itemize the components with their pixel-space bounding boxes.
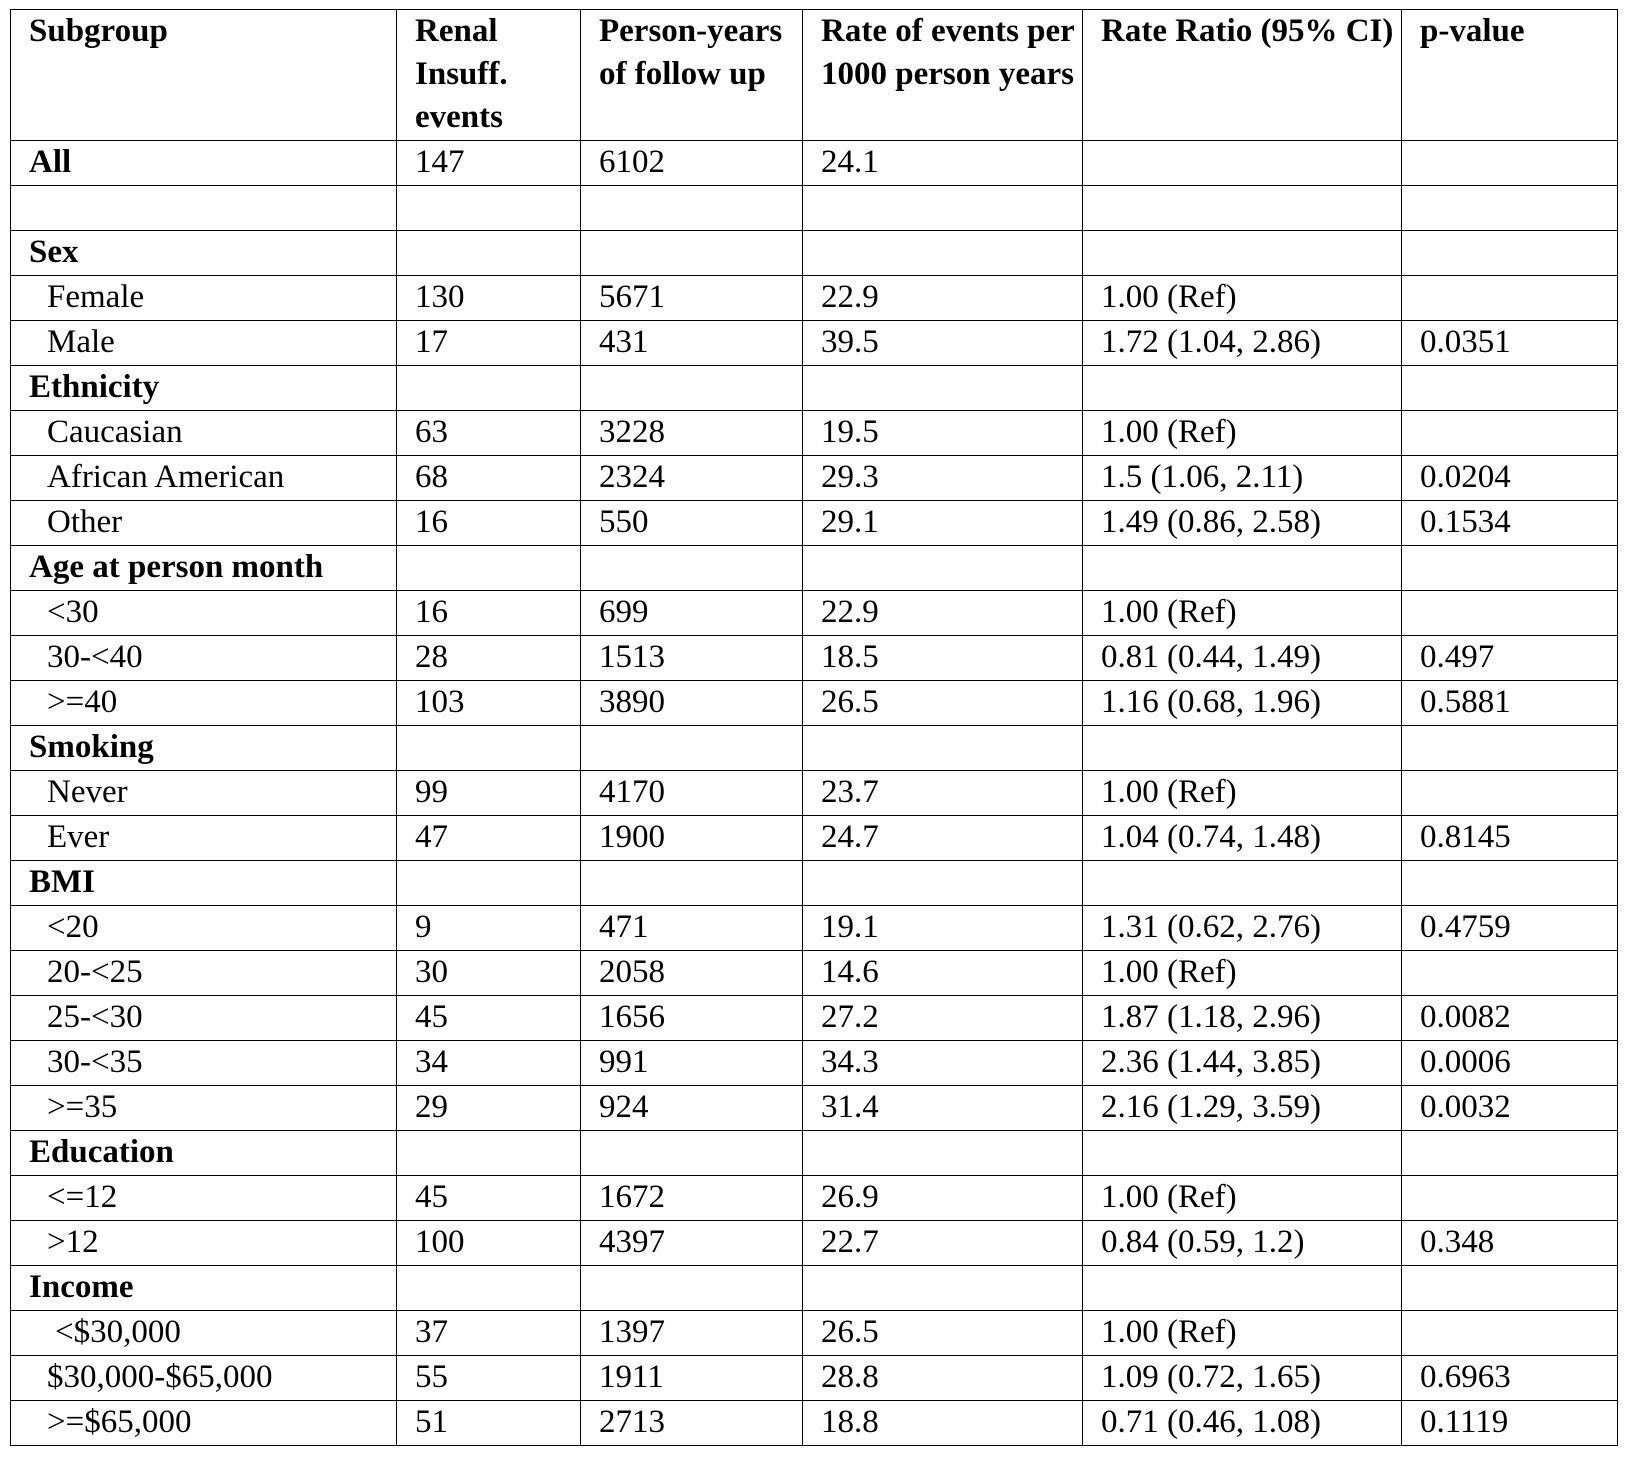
cell-rate: 26.5 [803,681,1083,726]
cell-events [397,1131,581,1176]
cell-p-value: 0.1119 [1402,1401,1618,1446]
cell-rate [803,861,1083,906]
cell-rate-ratio: 1.00 (Ref) [1083,1176,1402,1221]
cell-rate-ratio [1083,186,1402,231]
table-row [11,636,1618,681]
cell-rate [803,546,1083,591]
cell-rate-ratio: 0.71 (0.46, 1.08) [1083,1401,1402,1446]
cell-rate: 14.6 [803,951,1083,996]
cell-rate: 23.7 [803,771,1083,816]
cell-events: 103 [397,681,581,726]
cell-subgroup: All [11,141,397,186]
cell-rate-ratio: 1.00 (Ref) [1083,591,1402,636]
table-row [11,1131,1618,1176]
cell-subgroup: 20-<25 [11,951,397,996]
table-row [11,861,1618,906]
cell-rate-ratio: 1.49 (0.86, 2.58) [1083,501,1402,546]
cell-subgroup: Other [11,501,397,546]
table-row [11,321,1618,366]
cell-rate-ratio: 1.09 (0.72, 1.65) [1083,1356,1402,1401]
header-subgroup: Subgroup [11,10,397,141]
cell-p-value [1402,591,1618,636]
cell-subgroup: <20 [11,906,397,951]
header-p-value: p-value [1402,10,1618,141]
cell-rate: 19.5 [803,411,1083,456]
table-row [11,726,1618,771]
cell-person-years [581,366,803,411]
cell-rate-ratio: 1.31 (0.62, 2.76) [1083,906,1402,951]
cell-p-value: 0.0351 [1402,321,1618,366]
cell-rate-ratio [1083,546,1402,591]
cell-subgroup: <=12 [11,1176,397,1221]
header-rate-ratio: Rate Ratio (95% CI) [1083,10,1402,141]
cell-p-value: 0.0204 [1402,456,1618,501]
cell-subgroup: >12 [11,1221,397,1266]
cell-events: 55 [397,1356,581,1401]
table-row [11,1176,1618,1221]
cell-rate-ratio: 1.87 (1.18, 2.96) [1083,996,1402,1041]
cell-subgroup: Female [11,276,397,321]
table-row [11,231,1618,276]
header-person-years: Person-years of follow up [581,10,803,141]
cell-p-value [1402,231,1618,276]
cell-events [397,1266,581,1311]
cell-p-value [1402,726,1618,771]
cell-p-value: 0.4759 [1402,906,1618,951]
table-row [11,681,1618,726]
cell-events: 45 [397,996,581,1041]
cell-subgroup [11,186,397,231]
cell-subgroup: >=35 [11,1086,397,1131]
table-row [11,996,1618,1041]
cell-p-value [1402,771,1618,816]
cell-subgroup: Ever [11,816,397,861]
table-row [11,546,1618,591]
cell-p-value [1402,276,1618,321]
table-row [11,816,1618,861]
cell-events: 68 [397,456,581,501]
cell-p-value [1402,1311,1618,1356]
cell-rate [803,231,1083,276]
cell-subgroup: >=40 [11,681,397,726]
cell-person-years: 1513 [581,636,803,681]
cell-events [397,231,581,276]
header-events: Renal Insuff. events [397,10,581,141]
cell-rate [803,1266,1083,1311]
cell-p-value: 0.0082 [1402,996,1618,1041]
cell-events: 28 [397,636,581,681]
cell-subgroup: 30-<35 [11,1041,397,1086]
cell-person-years [581,546,803,591]
cell-subgroup: Sex [11,231,397,276]
cell-rate: 22.9 [803,276,1083,321]
cell-subgroup: 30-<40 [11,636,397,681]
cell-p-value [1402,1131,1618,1176]
cell-events [397,546,581,591]
cell-events: 99 [397,771,581,816]
cell-p-value: 0.0006 [1402,1041,1618,1086]
cell-subgroup: Ethnicity [11,366,397,411]
table-row [11,1086,1618,1131]
table-row [11,1266,1618,1311]
cell-person-years: 1911 [581,1356,803,1401]
cell-rate: 22.7 [803,1221,1083,1266]
cell-rate-ratio: 1.00 (Ref) [1083,411,1402,456]
cell-person-years [581,861,803,906]
table-row [11,141,1618,186]
cell-p-value: 0.8145 [1402,816,1618,861]
cell-p-value [1402,1176,1618,1221]
cell-person-years: 3890 [581,681,803,726]
cell-rate: 27.2 [803,996,1083,1041]
table-row [11,951,1618,996]
cell-person-years: 1900 [581,816,803,861]
cell-rate: 34.3 [803,1041,1083,1086]
cell-p-value: 0.1534 [1402,501,1618,546]
cell-subgroup: Age at person month [11,546,397,591]
cell-subgroup: Caucasian [11,411,397,456]
cell-person-years [581,726,803,771]
cell-events: 51 [397,1401,581,1446]
cell-events: 147 [397,141,581,186]
table-row [11,366,1618,411]
cell-rate-ratio [1083,1131,1402,1176]
cell-subgroup: 25-<30 [11,996,397,1041]
cell-person-years: 4170 [581,771,803,816]
cell-subgroup: BMI [11,861,397,906]
cell-rate-ratio: 0.81 (0.44, 1.49) [1083,636,1402,681]
cell-p-value [1402,951,1618,996]
cell-rate-ratio: 1.00 (Ref) [1083,951,1402,996]
cell-events [397,366,581,411]
cell-rate [803,726,1083,771]
cell-rate-ratio [1083,726,1402,771]
cell-p-value [1402,141,1618,186]
cell-person-years: 2058 [581,951,803,996]
cell-rate-ratio [1083,231,1402,276]
cell-rate: 29.3 [803,456,1083,501]
cell-events: 9 [397,906,581,951]
cell-person-years: 4397 [581,1221,803,1266]
cell-subgroup: Male [11,321,397,366]
cell-events: 29 [397,1086,581,1131]
cell-rate: 19.1 [803,906,1083,951]
header-row [11,10,1618,141]
header-rate: Rate of events per 1000 person years [803,10,1083,141]
table-row [11,186,1618,231]
cell-rate [803,1131,1083,1176]
cell-person-years [581,231,803,276]
cell-subgroup: $30,000-$65,000 [11,1356,397,1401]
cell-rate: 26.9 [803,1176,1083,1221]
cell-person-years: 2713 [581,1401,803,1446]
cell-person-years [581,1266,803,1311]
cell-rate-ratio: 0.84 (0.59, 1.2) [1083,1221,1402,1266]
cell-rate: 39.5 [803,321,1083,366]
cell-subgroup: <$30,000 [11,1311,397,1356]
cell-rate-ratio: 1.72 (1.04, 2.86) [1083,321,1402,366]
cell-person-years: 3228 [581,411,803,456]
cell-p-value: 0.497 [1402,636,1618,681]
cell-rate-ratio: 1.16 (0.68, 1.96) [1083,681,1402,726]
table-row [11,1221,1618,1266]
cell-rate: 26.5 [803,1311,1083,1356]
cell-subgroup: >=$65,000 [11,1401,397,1446]
cell-events: 34 [397,1041,581,1086]
table-row [11,591,1618,636]
cell-p-value: 0.348 [1402,1221,1618,1266]
cell-person-years [581,186,803,231]
cell-p-value: 0.0032 [1402,1086,1618,1131]
cell-events: 16 [397,591,581,636]
cell-rate: 24.1 [803,141,1083,186]
cell-person-years: 1672 [581,1176,803,1221]
cell-person-years: 471 [581,906,803,951]
cell-events: 100 [397,1221,581,1266]
table-row [11,1356,1618,1401]
cell-p-value [1402,186,1618,231]
cell-rate-ratio: 1.00 (Ref) [1083,1311,1402,1356]
cell-subgroup: Income [11,1266,397,1311]
cell-rate [803,186,1083,231]
cell-rate: 31.4 [803,1086,1083,1131]
cell-p-value [1402,411,1618,456]
cell-rate-ratio: 1.00 (Ref) [1083,771,1402,816]
cell-person-years: 699 [581,591,803,636]
cell-person-years: 6102 [581,141,803,186]
cell-events: 130 [397,276,581,321]
cell-events [397,726,581,771]
cell-person-years: 2324 [581,456,803,501]
cell-rate-ratio: 2.16 (1.29, 3.59) [1083,1086,1402,1131]
table-row [11,276,1618,321]
table-body [11,141,1618,1446]
cell-person-years [581,1131,803,1176]
cell-rate-ratio [1083,141,1402,186]
cell-rate-ratio: 2.36 (1.44, 3.85) [1083,1041,1402,1086]
cell-p-value [1402,546,1618,591]
cell-rate-ratio [1083,1266,1402,1311]
cell-rate: 18.8 [803,1401,1083,1446]
cell-person-years: 550 [581,501,803,546]
cell-subgroup: African American [11,456,397,501]
cell-events: 45 [397,1176,581,1221]
cell-rate-ratio [1083,861,1402,906]
cell-person-years: 5671 [581,276,803,321]
cell-rate [803,366,1083,411]
cell-p-value: 0.6963 [1402,1356,1618,1401]
table-row [11,411,1618,456]
cell-rate: 22.9 [803,591,1083,636]
cell-person-years: 1656 [581,996,803,1041]
cell-rate: 24.7 [803,816,1083,861]
cell-p-value: 0.5881 [1402,681,1618,726]
cell-person-years: 924 [581,1086,803,1131]
cell-subgroup: Education [11,1131,397,1176]
cell-rate-ratio: 1.00 (Ref) [1083,276,1402,321]
cell-events: 16 [397,501,581,546]
cell-person-years: 1397 [581,1311,803,1356]
cell-events [397,861,581,906]
cell-rate-ratio: 1.5 (1.06, 2.11) [1083,456,1402,501]
cell-rate-ratio [1083,366,1402,411]
table-row [11,771,1618,816]
table-row [11,1041,1618,1086]
cell-p-value [1402,366,1618,411]
cell-rate: 28.8 [803,1356,1083,1401]
table-row [11,501,1618,546]
cell-person-years: 991 [581,1041,803,1086]
cell-subgroup: <30 [11,591,397,636]
cell-p-value [1402,1266,1618,1311]
cell-events [397,186,581,231]
cell-rate-ratio: 1.04 (0.74, 1.48) [1083,816,1402,861]
renal-insufficiency-table [10,9,1618,1446]
table-row [11,456,1618,501]
cell-events: 17 [397,321,581,366]
cell-rate: 29.1 [803,501,1083,546]
cell-person-years: 431 [581,321,803,366]
cell-rate: 18.5 [803,636,1083,681]
cell-p-value [1402,861,1618,906]
cell-subgroup: Never [11,771,397,816]
cell-events: 47 [397,816,581,861]
table-row [11,906,1618,951]
cell-events: 63 [397,411,581,456]
cell-events: 30 [397,951,581,996]
cell-events: 37 [397,1311,581,1356]
table-row [11,1311,1618,1356]
table-row [11,1401,1618,1446]
cell-subgroup: Smoking [11,726,397,771]
